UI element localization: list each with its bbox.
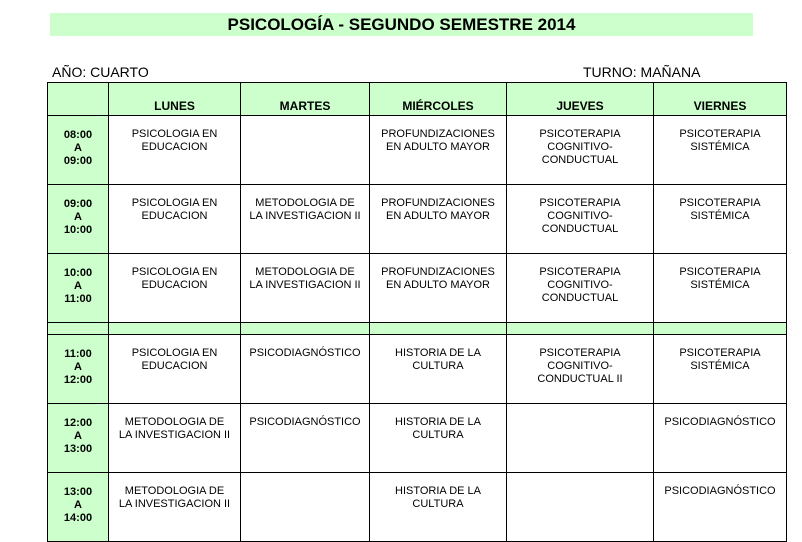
cell-text-line: HISTORIA DE LA <box>395 347 481 359</box>
cell-text-line: 11:00 <box>64 293 92 305</box>
cell-text-line: PROFUNDIZACIONES <box>381 197 495 209</box>
cell-text-line: A <box>74 211 82 223</box>
class-cell-tuesday <box>241 473 370 542</box>
time-cell <box>48 404 109 473</box>
cell-text-line: PROFUNDIZACIONES <box>381 128 495 140</box>
cell-text-line: EN ADULTO MAYOR <box>386 141 490 153</box>
cell-text-line: 14:00 <box>63 512 93 524</box>
cell-text-line: A <box>74 280 82 292</box>
cell-text-line: SISTÉMICA <box>690 141 750 153</box>
cell-text-line: PSICODIAGNÓSTICO <box>664 485 776 497</box>
cell-text-line: A <box>74 361 82 373</box>
class-cell-wednesday <box>370 335 507 404</box>
cell-text-line: CULTURA <box>412 429 464 441</box>
class-cell-tuesday <box>241 116 370 185</box>
day-header-thursday: JUEVES <box>507 83 654 116</box>
cell-text-line: LA INVESTIGACION II <box>118 498 231 510</box>
cell-text-line: CONDUCTUAL <box>541 223 619 235</box>
cell-text-line: HISTORIA DE LA <box>395 485 481 497</box>
cell-text-line: PSICOTERAPIA <box>679 197 761 209</box>
cell-text-line: 12:00 <box>63 417 93 429</box>
cell-text-line: COGNITIVO- <box>547 279 613 291</box>
shift-label: TURNO: MAÑANA <box>583 64 701 80</box>
class-cell-monday <box>109 185 241 254</box>
cell-text-line: LA INVESTIGACION II <box>118 429 231 441</box>
time-slot-row <box>48 254 787 323</box>
class-cell-monday <box>109 335 241 404</box>
cell-text-line: CONDUCTUAL II <box>537 373 623 385</box>
class-cell-wednesday <box>370 116 507 185</box>
cell-text-line: LA INVESTIGACION II <box>249 210 361 222</box>
cell-text-line: 11:00 <box>64 348 92 360</box>
class-cell-thursday <box>507 185 654 254</box>
cell-text-line: A <box>74 499 82 511</box>
cell-text-line: 12:00 <box>63 374 93 386</box>
cell-text-line: PSICOTERAPIA <box>679 266 761 278</box>
cell-text-line: METODOLOGIA DE <box>124 416 225 428</box>
cell-text-line: SISTÉMICA <box>690 210 750 222</box>
class-cell-wednesday <box>370 473 507 542</box>
day-header-friday: VIERNES <box>654 83 787 116</box>
cell-text-line: EDUCACION <box>141 360 208 372</box>
time-slot-row <box>48 185 787 254</box>
class-cell-thursday <box>507 254 654 323</box>
class-cell-thursday <box>507 116 654 185</box>
break-cell <box>241 323 370 335</box>
cell-text-line: PSICOTERAPIA <box>539 128 621 140</box>
cell-text-line: PSICOTERAPIA <box>679 347 761 359</box>
time-slot-row <box>48 473 787 542</box>
day-header-wednesday: MIÉRCOLES <box>370 83 507 116</box>
cell-text-line: EDUCACION <box>141 279 208 291</box>
cell-text-line: PSICOLOGIA EN <box>131 347 218 359</box>
class-cell-friday <box>654 473 787 542</box>
class-cell-tuesday <box>241 404 370 473</box>
class-cell-friday <box>654 116 787 185</box>
cell-text-line: PSICOLOGIA EN <box>131 266 218 278</box>
cell-text-line: SISTÉMICA <box>690 279 750 291</box>
class-cell-friday <box>654 185 787 254</box>
time-slot-row <box>48 335 787 404</box>
break-row <box>48 323 787 335</box>
cell-text-line: 13:00 <box>63 486 93 498</box>
cell-text-line: EDUCACION <box>141 210 208 222</box>
cell-text-line: A <box>74 430 82 442</box>
schedule-title: PSICOLOGÍA - SEGUNDO SEMESTRE 2014 <box>50 13 753 36</box>
cell-text-line: PSICOTERAPIA <box>679 128 761 140</box>
class-cell-friday <box>654 254 787 323</box>
time-slot-row <box>48 404 787 473</box>
class-cell-tuesday <box>241 185 370 254</box>
cell-text-line: PSICOTERAPIA <box>539 266 621 278</box>
cell-text-line: SISTÉMICA <box>690 360 750 372</box>
break-cell <box>654 323 787 335</box>
cell-text-line: 09:00 <box>63 198 93 210</box>
schedule-table <box>47 82 787 542</box>
schedule-body <box>48 83 787 542</box>
cell-text-line: COGNITIVO- <box>547 141 613 153</box>
cell-text-line: CULTURA <box>412 498 464 510</box>
class-cell-friday <box>654 335 787 404</box>
cell-text-line: HISTORIA DE LA <box>395 416 481 428</box>
cell-text-line: 08:00 <box>63 129 93 141</box>
cell-text-line: 13:00 <box>63 443 93 455</box>
cell-text-line: A <box>74 142 82 154</box>
cell-text-line: PSICOLOGIA EN <box>131 128 218 140</box>
class-cell-tuesday <box>241 254 370 323</box>
cell-text-line: EDUCACION <box>141 141 208 153</box>
day-header-row <box>48 83 787 116</box>
cell-text-line: CONDUCTUAL <box>541 154 619 166</box>
cell-text-line: PSICODIAGNÓSTICO <box>249 347 361 359</box>
time-cell <box>48 254 109 323</box>
cell-text-line: 09:00 <box>63 155 93 167</box>
cell-text-line: EN ADULTO MAYOR <box>386 279 490 291</box>
class-cell-monday <box>109 254 241 323</box>
cell-text-line: METODOLOGIA DE <box>124 485 225 497</box>
time-cell <box>48 473 109 542</box>
cell-text-line: PSICOTERAPIA <box>539 347 621 359</box>
class-cell-wednesday <box>370 404 507 473</box>
cell-text-line: 10:00 <box>63 224 93 236</box>
cell-text-line: LA INVESTIGACION II <box>249 279 361 291</box>
class-cell-monday <box>109 473 241 542</box>
cell-text-line: COGNITIVO- <box>547 210 613 222</box>
day-header-tuesday: MARTES <box>241 83 370 116</box>
day-header-monday: LUNES <box>109 83 241 116</box>
class-cell-friday <box>654 404 787 473</box>
break-cell <box>48 323 109 335</box>
cell-text-line: CONDUCTUAL <box>541 292 619 304</box>
class-cell-wednesday <box>370 254 507 323</box>
cell-text-line: METODOLOGIA DE <box>255 266 355 278</box>
cell-text-line: PSICOLOGIA EN <box>131 197 218 209</box>
class-cell-monday <box>109 404 241 473</box>
cell-text-line: PSICOTERAPIA <box>539 197 621 209</box>
break-cell <box>507 323 654 335</box>
cell-text-line: CULTURA <box>412 360 464 372</box>
class-cell-thursday <box>507 335 654 404</box>
cell-text-line: EN ADULTO MAYOR <box>386 210 490 222</box>
class-cell-monday <box>109 116 241 185</box>
break-cell <box>109 323 241 335</box>
time-cell <box>48 335 109 404</box>
cell-text-line: COGNITIVO- <box>547 360 613 372</box>
class-cell-thursday <box>507 473 654 542</box>
cell-text-line: PSICODIAGNÓSTICO <box>664 416 776 428</box>
class-cell-wednesday <box>370 185 507 254</box>
time-slot-row <box>48 116 787 185</box>
class-cell-tuesday <box>241 335 370 404</box>
cell-text-line: 10:00 <box>63 267 93 279</box>
year-label: AÑO: CUARTO <box>52 64 149 80</box>
time-cell <box>48 185 109 254</box>
cell-text-line: METODOLOGIA DE <box>255 197 355 209</box>
time-cell <box>48 116 109 185</box>
break-cell <box>370 323 507 335</box>
class-cell-thursday <box>507 404 654 473</box>
cell-text-line: PSICODIAGNÓSTICO <box>249 416 361 428</box>
cell-text-line: PROFUNDIZACIONES <box>381 266 495 278</box>
header-corner-cell <box>48 83 109 116</box>
